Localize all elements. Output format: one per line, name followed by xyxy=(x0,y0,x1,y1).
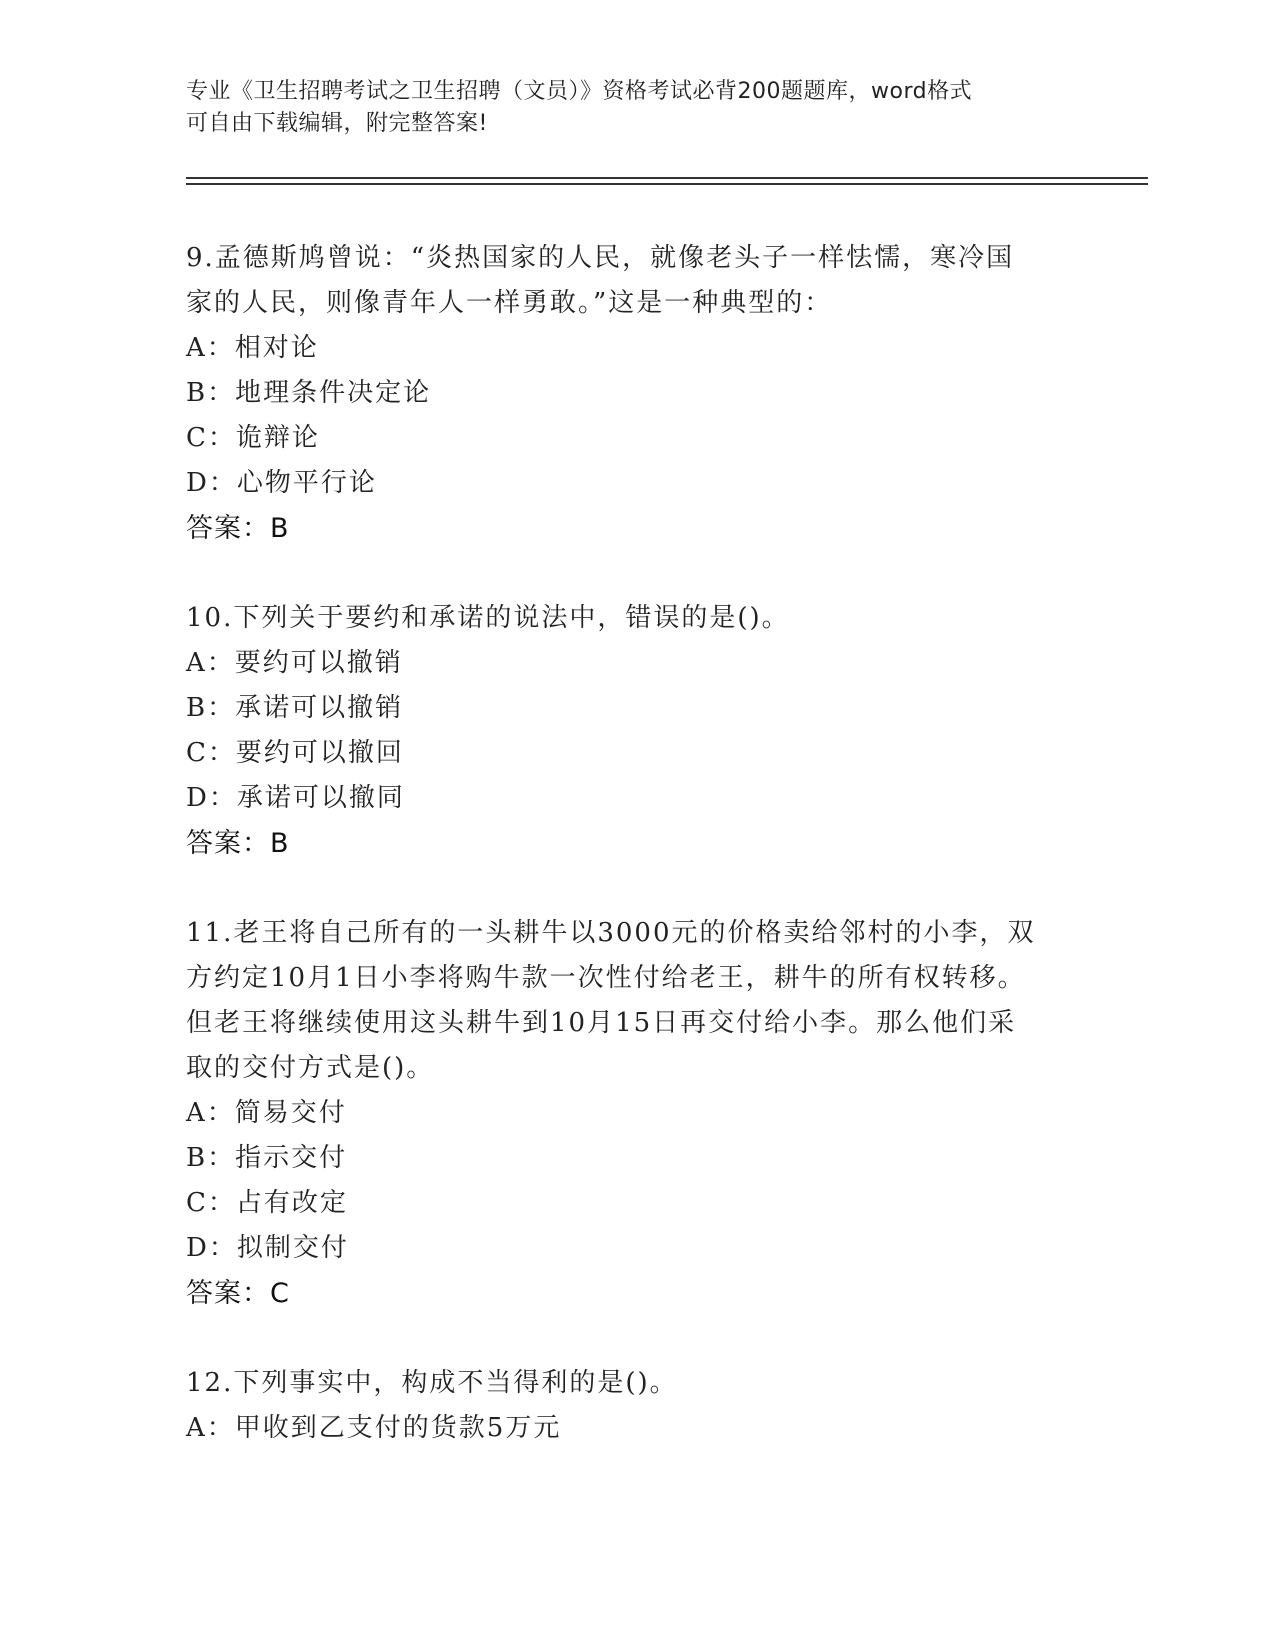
option-b: B：地理条件决定论 xyxy=(186,378,432,408)
option-d: D：承诺可以撤同 xyxy=(186,783,405,813)
option-c: C：占有改定 xyxy=(186,1188,348,1218)
option-b: B：指示交付 xyxy=(186,1143,348,1173)
question-9 xyxy=(186,236,1106,551)
question-text: 10.下列关于要约和承诺的说法中，错误的是()。 xyxy=(186,603,790,633)
header-title-line-1: 专业《卫生招聘考试之卫生招聘（文员）》资格考试必背200题题库，word格式 xyxy=(186,79,973,104)
option-a: A：相对论 xyxy=(186,333,319,363)
question-list xyxy=(186,236,1106,1496)
question-11 xyxy=(186,911,1106,1316)
option-d: D：拟制交付 xyxy=(186,1233,349,1263)
option-c: C：要约可以撤回 xyxy=(186,738,404,768)
question-text: 家的人民，则像青年人一样勇敢。”这是一种典型的： xyxy=(186,288,833,318)
answer-label: 答案：C xyxy=(186,1278,290,1309)
header-divider-top xyxy=(186,177,1148,179)
option-b: B：承诺可以撤销 xyxy=(186,693,404,723)
option-c: C：诡辩论 xyxy=(186,423,320,453)
question-text: 9.孟德斯鸠曾说：“炎热国家的人民，就像老头子一样怯懦，寒冷国 xyxy=(186,243,1015,273)
question-text: 但老王将继续使用这头耕牛到10月15日再交付给小李。那么他们采 xyxy=(186,1008,1017,1038)
question-text: 12.下列事实中，构成不当得利的是()。 xyxy=(186,1368,678,1398)
option-d: D：心物平行论 xyxy=(186,468,377,498)
header-title-line-2: 可自由下载编辑，附完整答案! xyxy=(186,111,488,136)
question-text: 方约定10月1日小李将购牛款一次性付给老王，耕牛的所有权转移。 xyxy=(186,963,1026,993)
question-10 xyxy=(186,596,1106,866)
option-a: A：要约可以撤销 xyxy=(186,648,403,678)
option-a: A：甲收到乙支付的货款5万元 xyxy=(186,1413,562,1443)
question-text: 11.老王将自己所有的一头耕牛以3000元的价格卖给邻村的小李，双 xyxy=(186,918,1036,948)
header-divider-bottom xyxy=(186,183,1148,185)
answer-label: 答案：B xyxy=(186,828,290,859)
question-text: 取的交付方式是()。 xyxy=(186,1053,435,1083)
answer-label: 答案：B xyxy=(186,513,290,544)
document-header xyxy=(186,76,1066,140)
option-a: A：简易交付 xyxy=(186,1098,347,1128)
question-12 xyxy=(186,1361,1106,1451)
